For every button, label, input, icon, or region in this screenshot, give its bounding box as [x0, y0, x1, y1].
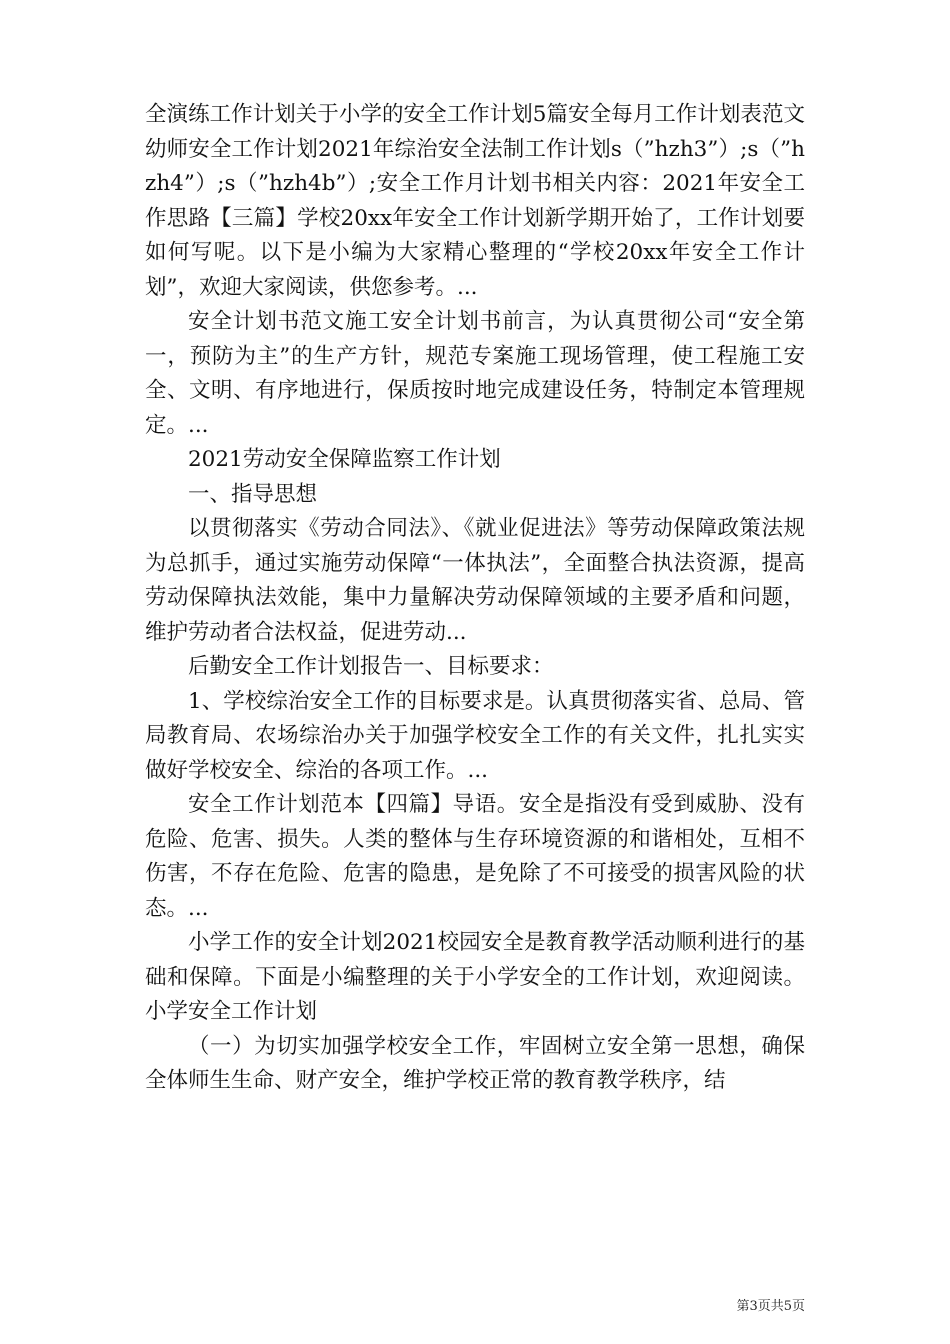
paragraph-7: 1、学校综治安全工作的目标要求是。认真贯彻落实省、总局、管局教育局、农场综治办关于加强学校安全工作的有关文件，扎扎实实做好学校安全、综治的各项工作。...: [145, 688, 805, 783]
paragraph-4-heading: 一、指导思想: [188, 481, 318, 507]
paragraph-2: 安全计划书范文施工安全计划书前言，为认真贯彻公司“安全第一，预防为主”的生产方针，规范专案施工现场管理，使工程施工安全、文明、有序地进行，保质按时地完成建设任务，特制定本管理规定。...: [145, 309, 805, 438]
paragraph-3-heading: 2021劳动安全保障监察工作计划: [188, 447, 501, 472]
paragraph-9: 小学工作的安全计划2021校园安全是教育教学活动顺利进行的基础和保障。下面是小编整理的关于小学安全的工作计划，欢迎阅读。小学安全工作计划: [145, 930, 805, 1024]
page-number: 第3页共5页: [736, 1299, 805, 1314]
paragraph-10: （一）为切实加强学校安全工作，牢固树立安全第一思想，确保全体师生生命、财产安全，维护学校正常的教育教学秩序，结: [145, 1033, 805, 1093]
document-body: [145, 98, 805, 1099]
paragraph-6: 后勤安全工作计划报告一、目标要求：: [188, 654, 554, 679]
paragraph-5: 以贯彻落实《劳动合同法》、《就业促进法》等劳动保障政策法规为总抓手，通过实施劳动保障“一体执法”，全面整合执法资源，提高劳动保障执法效能，集中力量解决劳动保障领域的主要矛盾和问题，维护劳动者合法权益，促进劳动...: [145, 516, 805, 645]
paragraph-8: 安全工作计划范本【四篇】导语。安全是指没有受到威胁、没有危险、危害、损失。人类的整体与生存环境资源的和谐相处，互相不伤害，不存在危险、危害的隐患，是免除了不可接受的损害风险的状态。...: [145, 792, 805, 921]
paragraph-1: 全演练工作计划关于小学的安全工作计划5篇安全每月工作计划表范文幼师安全工作计划2021年综治安全法制工作计划s（”hzh3”）;s（”hzh4”）;s（”hzh4b”）;安全工作月计划书相关内容：2021年安全工作思路【三篇】学校20xx年安全工作计划新学期开始了，工作计划要如何写呢。以下是小编为大家精心整理的“学校20xx年安全工作计划”，欢迎大家阅读，供您参考。...: [145, 102, 805, 300]
